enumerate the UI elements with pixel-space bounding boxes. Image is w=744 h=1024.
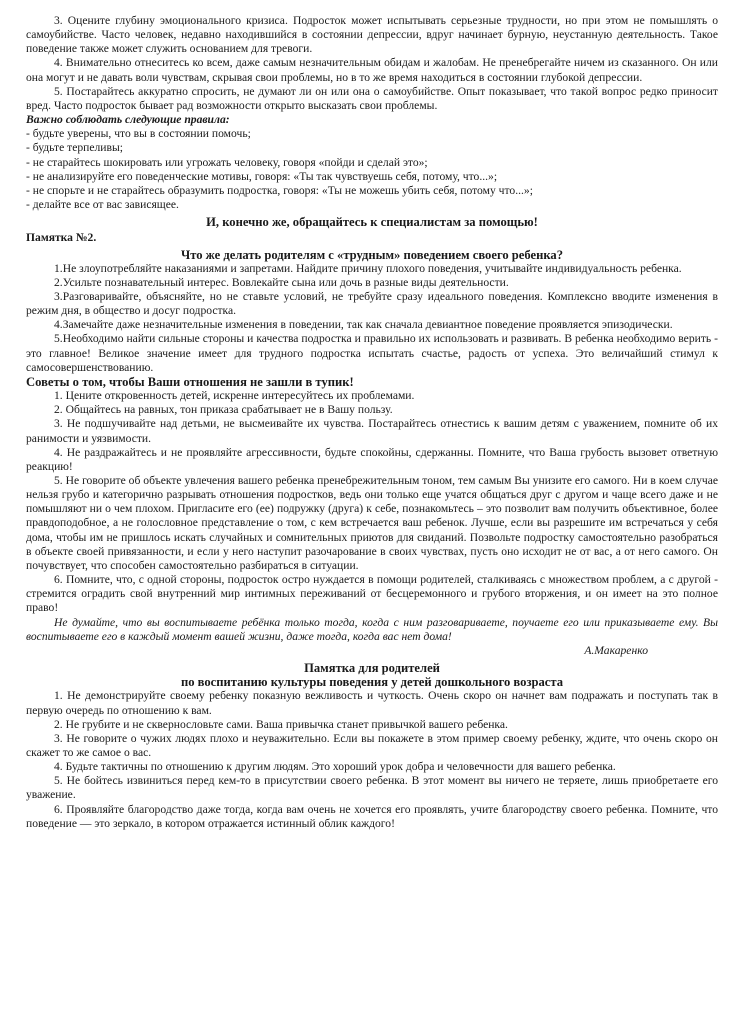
memo2-item: 3.Разговаривайте, объясняйте, но не ставьте условий, не требуйте сразу идеального поведения. Комплексно вводите изменения в режим дня, в общество и досуг подростка. xyxy=(26,289,718,318)
rule-item: - не спорьте и не старайтесь образумить подростка, говоря: «Ты не можешь убить себя, потому что...»; xyxy=(26,183,533,197)
advice-item: 3. Не подшучивайте над детьми, не высмеивайте их чувства. Постарайтесь отнестись к вашим детям с уважением, помните об их ранимости и уязвимости. xyxy=(26,417,718,445)
memo3-item: 2. Не грубите и не сквернословьте сами. Ваша привычка станет привычкой вашего ребенка. xyxy=(54,717,508,731)
memo2-label: Памятка №2. xyxy=(26,231,97,245)
rule-item: - делайте все от вас зависящее. xyxy=(26,198,179,212)
memo3-title-line2: по воспитанию культуры поведения у детей дошкольного возраста xyxy=(180,675,564,690)
makarenko-quote: Не думайте, что вы воспитываете ребёнка только тогда, когда с ним разговариваете, поучаете его или приказываете ему. Вы воспитываете его в каждый момент вашей жизни, даже тогда, когда вас нет дома! xyxy=(26,615,718,643)
rule-item: - будьте уверены, что вы в состоянии помочь; xyxy=(26,127,251,141)
paragraph-point-3: 3. Оцените глубину эмоционального кризиса. Подросток может испытывать серьезные трудности, но при этом не помышлять о самоубийстве. Часто человек, недавно находившийся в состоянии депрессии, вдруг начинает бурную, неустанную деятельность. Такое поведение также может служить основанием для тревоги. xyxy=(26,14,718,56)
memo3-item: 5. Не бойтесь извиниться перед кем-то в присутствии своего ребенка. В этот момент вы ничего не теряете, лишь приобретаете его уважение. xyxy=(26,774,718,802)
advice-heading: Советы о том, чтобы Ваши отношения не зашли в тупик! xyxy=(26,374,354,389)
paragraph-point-4: 4. Внимательно отнеситесь ко всем, даже самым незначительным обидам и жалобам. Не пренебрегайте ничем из сказанного. Он или она могут и не давать воли чувствам, скрывая свои проблемы, но в то же время находиться в состоянии глубокой депрессии. xyxy=(26,56,718,84)
memo2-item: 2.Усильте познавательный интерес. Вовлекайте сына или дочь в разные виды деятельности. xyxy=(54,275,509,289)
memo3-item: 1. Не демонстрируйте своему ребенку показную вежливость и чуткость. Очень скоро он начнет вам подражать и поступать так в первую очередь по отношению к вам. xyxy=(26,689,718,717)
advice-item: 6. Помните, что, с одной стороны, подросток остро нуждается в помощи родителей, сталкиваясь с множеством проблем, а с другой - стремится оградить свой внутренний мир интимных переживаний от бесцеремонного и грубого вторжения, и он имеет на это полное право! xyxy=(26,573,718,615)
paragraph-point-5: 5. Постарайтесь аккуратно спросить, не думают ли он или она о самоубийстве. Опыт показывает, что такой вопрос редко приносит вред. Часто подросток бывает рад возможности открыто высказать свои проблемы. xyxy=(26,84,718,112)
memo2-item: 5.Необходимо найти сильные стороны и качества подростка и правильно их использовать и развивать. В ребенка необходимо верить - это главное! Великое значение имеет для трудного подростка испытать счастье, радость от успеха. Это величайший стимул к самосовершенствованию. xyxy=(26,332,718,374)
rule-item: - не анализируйте его поведенческие мотивы, говоря: «Ты так чувствуешь себя, потому, что...»; xyxy=(26,169,498,183)
memo2-title: Что же делать родителям с «трудным» поведением своего ребенка? xyxy=(180,247,564,262)
advice-item: 1. Цените откровенность детей, искренне интересуйтесь их проблемами. xyxy=(54,389,415,403)
advice-item: 4. Не раздражайтесь и не проявляйте агрессивности, будьте спокойны, сдержанны. Помните, что Ваша грубость вызовет ответную реакцию! xyxy=(26,445,718,473)
rules-heading: Важно соблюдать следующие правила: xyxy=(26,113,230,127)
quote-author: А.Макаренко xyxy=(584,643,648,657)
memo3-item: 6. Проявляйте благородство даже тогда, когда вам очень не хочется его проявлять, учите благородству своего ребенка. Помните, что поведение — это зеркало, в котором отражается истинный облик каждого! xyxy=(26,802,718,830)
memo3-item: 3. Не говорите о чужих людях плохо и неуважительно. Если вы покажете в этом пример своему ребенку, ждите, что очень скоро он скажет то же самое о вас. xyxy=(26,731,718,759)
advice-item: 5. Не говорите об объекте увлечения вашего ребенка пренебрежительным тоном, тем самым Вы унизите его самого. Ни в коем случае нельзя грубо и категорично разрывать отношения подростков, ведь они только еще учатся общаться друг с другом и чаще всего даже и не помышляют ни о чем плохом. Пригласите его (ее) подружку (друга) к себе, познакомьтесь – это позволит вам получить объективное, более правдоподобное, а не голословное представление о том, с кем встречается ваш ребенок. Лучше, если вы разрешите им встречаться у себя дома, чтобы им не пришлось искать случайных и сомнительных приютов для свиданий. Позвольте подростку самостоятельно разобраться в объекте своей привязанности, и если у него наступит разочарование в своих чувствах, пусть оно исходит не от вас, а от него самого. Он почувствует, что способен самостоятельно разбираться в ситуации. xyxy=(26,474,718,572)
memo2-item: 1.Не злоупотребляйте наказаниями и запретами. Найдите причину плохого поведения, учитывайте индивидуальность ребенка. xyxy=(54,261,682,275)
rule-item: - не старайтесь шокировать или угрожать человеку, говоря «пойди и сделай это»; xyxy=(26,155,428,169)
rule-item: - будьте терпеливы; xyxy=(26,141,123,155)
memo3-title-line1: Памятка для родителей xyxy=(304,661,440,676)
specialists-callout: И, конечно же, обращайтесь к специалистам за помощью! xyxy=(206,215,538,230)
memo3-item: 4. Будьте тактичны по отношению к другим людям. Это хороший урок добра и человечности для вашего ребенка. xyxy=(54,760,616,774)
advice-item: 2. Общайтесь на равных, тон приказа срабатывает не в Вашу пользу. xyxy=(54,403,393,417)
memo2-item: 4.Замечайте даже незначительные изменения в поведении, так как сначала девиантное поведение проявляется эпизодически. xyxy=(54,318,673,332)
